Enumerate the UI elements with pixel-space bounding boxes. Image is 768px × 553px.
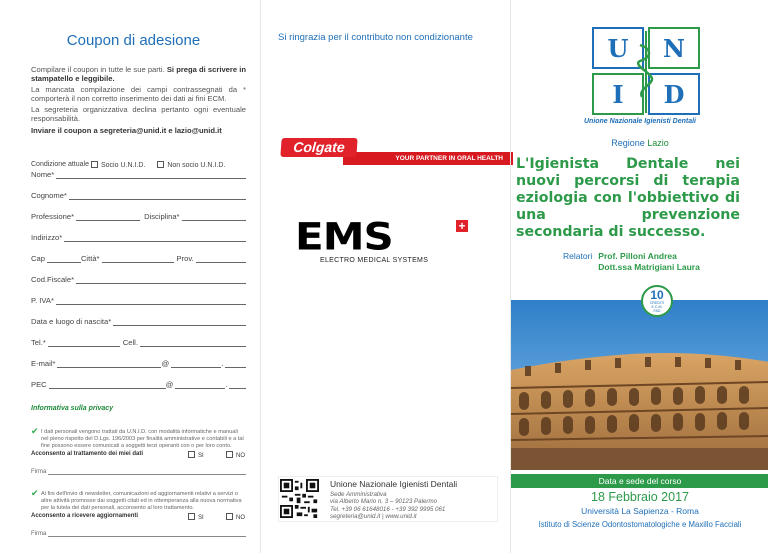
ems-subtitle: ELECTRO MEDICAL SYSTEMS	[320, 257, 429, 264]
course-institute: Istituto di Scienze Odontostomatologiche e Maxillo Facciali	[538, 520, 742, 529]
field-codfiscale[interactable]: Cod.Fiscale*	[31, 263, 246, 284]
unid-logo	[592, 27, 700, 115]
cover-panel	[510, 0, 768, 553]
field-cognome[interactable]: Cognome*	[31, 179, 246, 200]
instruction-3: La segreteria organizzativa declina pertanto ogni eventuale responsabilità.	[31, 105, 246, 123]
condition-label: Condizione attuale	[31, 161, 89, 168]
checkmark-icon: ✔	[31, 426, 39, 436]
qr-code-icon[interactable]	[280, 479, 319, 518]
logo-letter-i: I	[612, 80, 624, 109]
instruction-2: La mancata compilazione dei campi contrassegnati da * comporterà il non corretto inserimento dei dati ai fini ECM.	[31, 85, 246, 103]
field-cap-citta-prov[interactable]: Cap Città* Prov.	[31, 242, 246, 263]
speaker-2: Dott.ssa Matrigiani Laura	[598, 262, 700, 272]
sponsor-thanks: Si ringrazia per il contributo non condizionante	[278, 32, 473, 43]
checkmark-icon: ✔	[31, 488, 39, 498]
ecm-credits-badge: 10 CREDITI E.C.M. FAD	[641, 285, 673, 317]
send-instruction: Inviare il coupon a segreteria@unid.it e lazio@unid.it	[31, 126, 222, 135]
course-date: 18 Febbraio 2017	[591, 490, 689, 504]
colgate-wordmark: Colgate	[280, 138, 357, 157]
nonmember-option[interactable]: Non socio U.N.I.D.	[157, 161, 225, 169]
signature-field-1[interactable]: Firma	[31, 469, 246, 475]
field-nascita[interactable]: Data e luogo di nascita*	[31, 305, 246, 326]
logo-letter-u: U	[607, 34, 629, 63]
field-tel-cell[interactable]: Tel.* Cell.	[31, 326, 246, 347]
ems-logo	[295, 214, 470, 269]
consent-2-yes-checkbox[interactable]	[188, 513, 195, 520]
region-label: Regione Lazio	[611, 138, 669, 148]
colosseum-photo	[511, 300, 768, 470]
consent-row-1	[31, 451, 246, 459]
condition-row	[31, 161, 246, 169]
consent-1-label: Acconsento al trattamento dei miei dati	[31, 451, 144, 457]
ems-wordmark: EMS	[295, 214, 393, 259]
organization-box	[278, 476, 498, 522]
field-pec[interactable]: PEC @ .	[31, 368, 246, 389]
signature-field-2[interactable]: Firma	[31, 531, 246, 537]
speaker-1: Prof. Pilloni Andrea	[598, 251, 677, 261]
date-venue-bar: Data e sede del corso	[511, 474, 768, 488]
consent-1-yes[interactable]: SI	[188, 451, 226, 459]
privacy-text-1: ✔ I dati personali vengono trattati da U.N.I.D. con modalità informatiche e manuali nel pieno rispetto del D.Lgs. 196/2003 per finalità amministrative e contabili e a tal fine possono essere comunicati a soggetti terzi operanti con o per loro conto.	[31, 426, 244, 449]
coupon-instructions	[31, 65, 246, 135]
consent-1-no-checkbox[interactable]	[226, 451, 233, 458]
swiss-cross-icon: +	[456, 220, 468, 232]
consent-2-yes[interactable]: SI	[188, 513, 226, 521]
course-venue: Università La Sapienza - Roma	[581, 506, 699, 516]
consent-row-2	[31, 513, 246, 521]
field-nome[interactable]: Nome*	[31, 169, 246, 179]
colgate-logo	[281, 138, 503, 165]
credits-number: 10	[650, 288, 664, 302]
field-professione-disciplina[interactable]: Professione* Disciplina*	[31, 200, 246, 221]
field-email[interactable]: E-mail* @ .	[31, 347, 246, 368]
region-name: Lazio	[647, 138, 669, 148]
speaker-names	[598, 251, 700, 273]
instruction-1: Compilare il coupon in tutte le sue parti. Si prega di scrivere in stampatello e leggibile.	[31, 65, 246, 83]
member-checkbox[interactable]	[91, 161, 98, 168]
colgate-tagline: YOUR PARTNER IN ORAL HEALTH	[343, 152, 513, 165]
consent-1-no[interactable]: NO	[226, 451, 246, 459]
consent-2-label: Acconsento a ricevere aggiornamenti	[31, 513, 139, 519]
nonmember-checkbox[interactable]	[157, 161, 164, 168]
speakers	[563, 251, 700, 273]
privacy-text-2: ✔ Ai fini dell'invio di newsletter, comunicazioni ed aggiornamenti relativi a servizi o altre attività promosse dai soggetti citati ed in ottemperanza alla nuova normativa per la tutela dei dati personali, acconsento al loro trattamento.	[31, 488, 242, 511]
field-indirizzo[interactable]: Indirizzo*	[31, 221, 246, 242]
logo-caption: Unione Nazionale Igienisti Dentali	[583, 118, 697, 125]
field-piva[interactable]: P. IVA*	[31, 284, 246, 305]
sponsor-panel	[260, 0, 510, 553]
consent-2-no-checkbox[interactable]	[226, 513, 233, 520]
logo-letter-d: D	[663, 80, 685, 109]
organization-address: Sede Amministrativa via Alberto Mario n. 3 – 90123 Palermo Tel. +39 06 61648016 - +39 392 9995 061 segreteria@unid.it | www.unid.it	[330, 491, 446, 521]
consent-2-no[interactable]: NO	[226, 513, 246, 521]
logo-letter-n: N	[663, 34, 685, 63]
coupon-title: Coupon di adesione	[66, 32, 201, 49]
coupon-panel	[0, 0, 260, 553]
privacy-title: Informativa sulla privacy	[31, 405, 114, 412]
speakers-label: Relatori	[563, 251, 593, 261]
course-title: L'Igienista Dentale nei nuovi percorsi di terapia eziologia con l'obbiettivo di una prevenzione secondaria di successo.	[516, 156, 740, 240]
consent-1-yes-checkbox[interactable]	[188, 451, 195, 458]
organization-name: Unione Nazionale Igienisti Dentali	[330, 479, 458, 489]
member-option[interactable]: Socio U.N.I.D.	[91, 161, 145, 169]
